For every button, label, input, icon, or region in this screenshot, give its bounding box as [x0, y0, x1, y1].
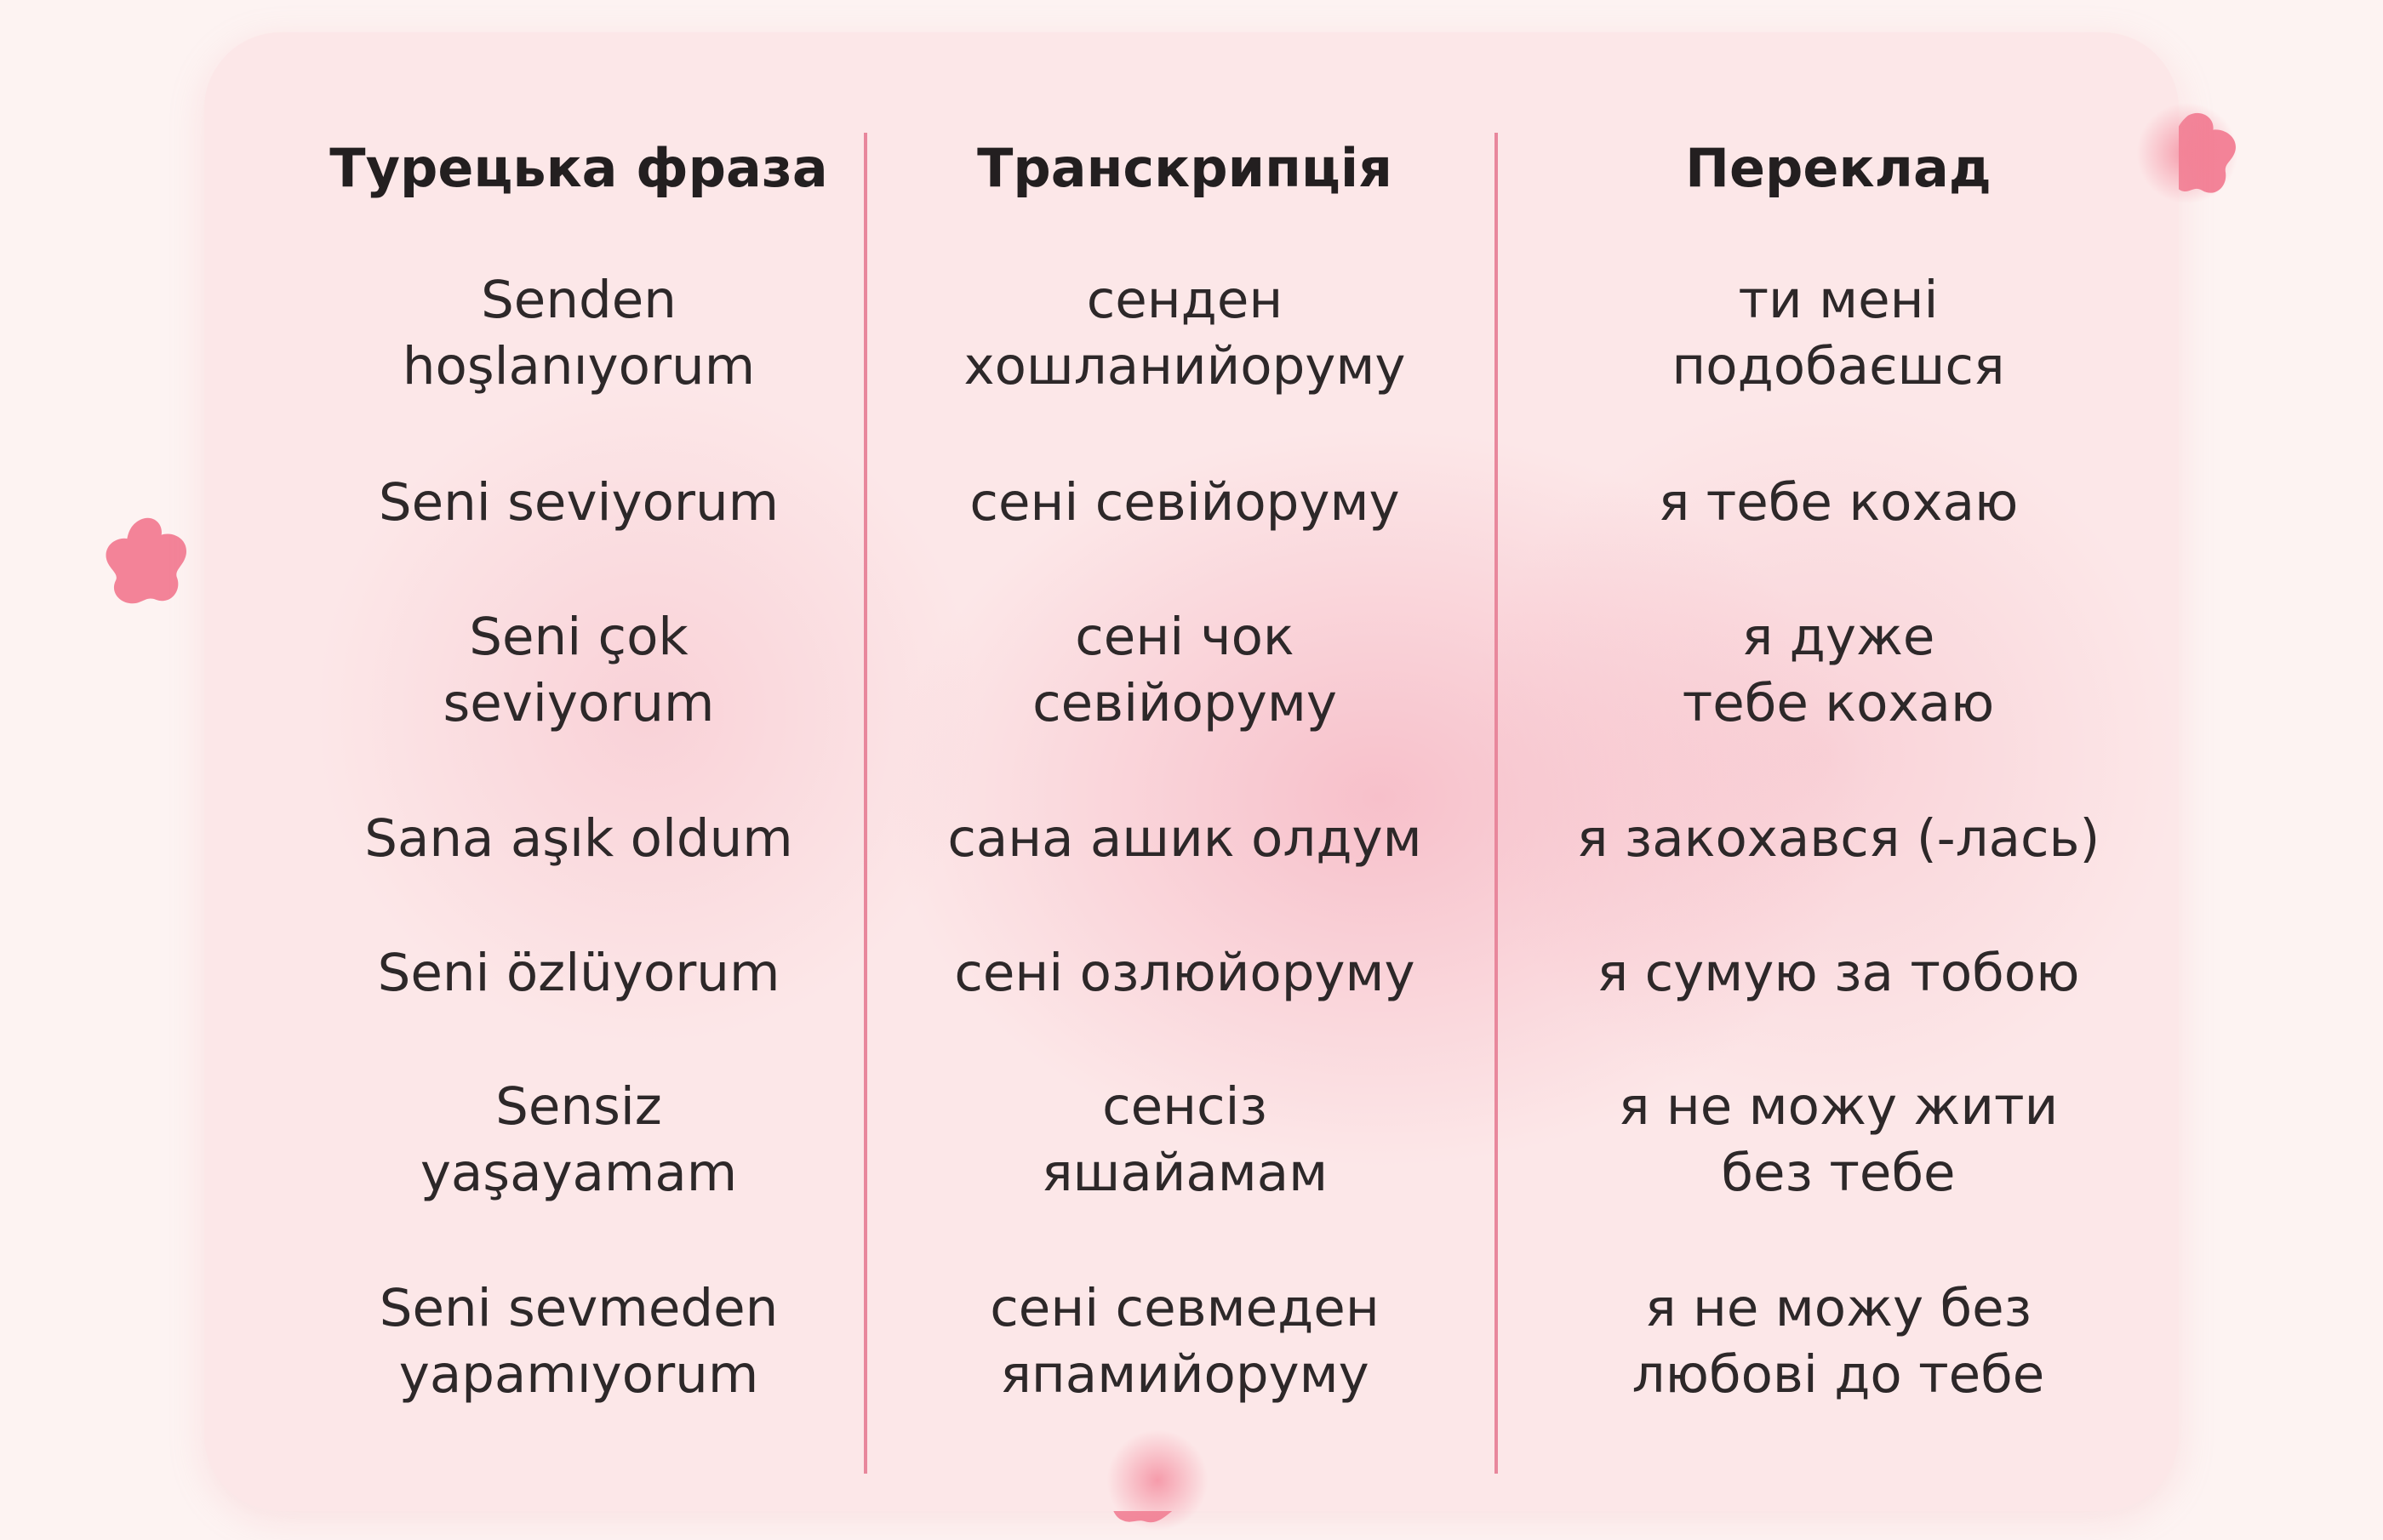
table-cell-translation: ти мені подобаєшся	[1672, 270, 2005, 396]
table-cell-translation: я закохався (-лась)	[1576, 808, 2100, 869]
table-cell-phrase: Seni özlüyorum	[377, 943, 780, 1003]
header-translation: Переклад	[1685, 137, 1992, 199]
column-transcription	[895, 32, 1474, 1511]
table-cell-translation: я дуже тебе кохаю	[1682, 607, 1995, 733]
table-cell-phrase: Sana aşık oldum	[364, 808, 793, 869]
glow-decoration	[2136, 102, 2238, 204]
pink-blob-icon	[100, 514, 196, 609]
table-cell-phrase: Seni seviyorum	[378, 472, 780, 533]
table-cell-transcription: сенсіз яшайамам	[1041, 1076, 1329, 1203]
column-turkish-phrase	[272, 32, 885, 1511]
table-cell-transcription: сені севійоруму	[969, 472, 1400, 533]
table-cell-transcription: сенден хошланийоруму	[963, 270, 1406, 396]
table-cell-translation: я не можу жити без тебе	[1618, 1076, 2059, 1203]
header-turkish-phrase: Турецька фраза	[329, 137, 828, 199]
table-cell-transcription: сені севмеден япамийоруму	[990, 1278, 1380, 1405]
table-cell-translation: я сумую за тобою	[1597, 943, 2080, 1003]
table-cell-transcription: сана ашик олдум	[947, 808, 1422, 869]
glow-decoration	[1106, 1429, 1209, 1531]
table-cell-transcription: сені чок севійоруму	[1032, 607, 1337, 733]
header-transcription: Транскрипція	[977, 137, 1392, 199]
table-cell-translation: я не можу без любові до тебе	[1632, 1278, 2045, 1405]
table-cell-phrase: Seni çok seviyorum	[443, 607, 715, 733]
column-translation	[1515, 32, 2162, 1511]
table-cell-phrase: Sensiz yaşayamam	[420, 1076, 738, 1203]
phrase-table-card	[204, 32, 2179, 1511]
table-cell-phrase: Senden hoşlanıyorum	[402, 270, 756, 396]
table-cell-translation: я тебе кохаю	[1658, 472, 2019, 533]
table-cell-transcription: сені озлюйоруму	[954, 943, 1415, 1003]
table-cell-phrase: Seni sevmeden yapamıyorum	[379, 1278, 779, 1405]
column-divider	[1494, 133, 1498, 1474]
